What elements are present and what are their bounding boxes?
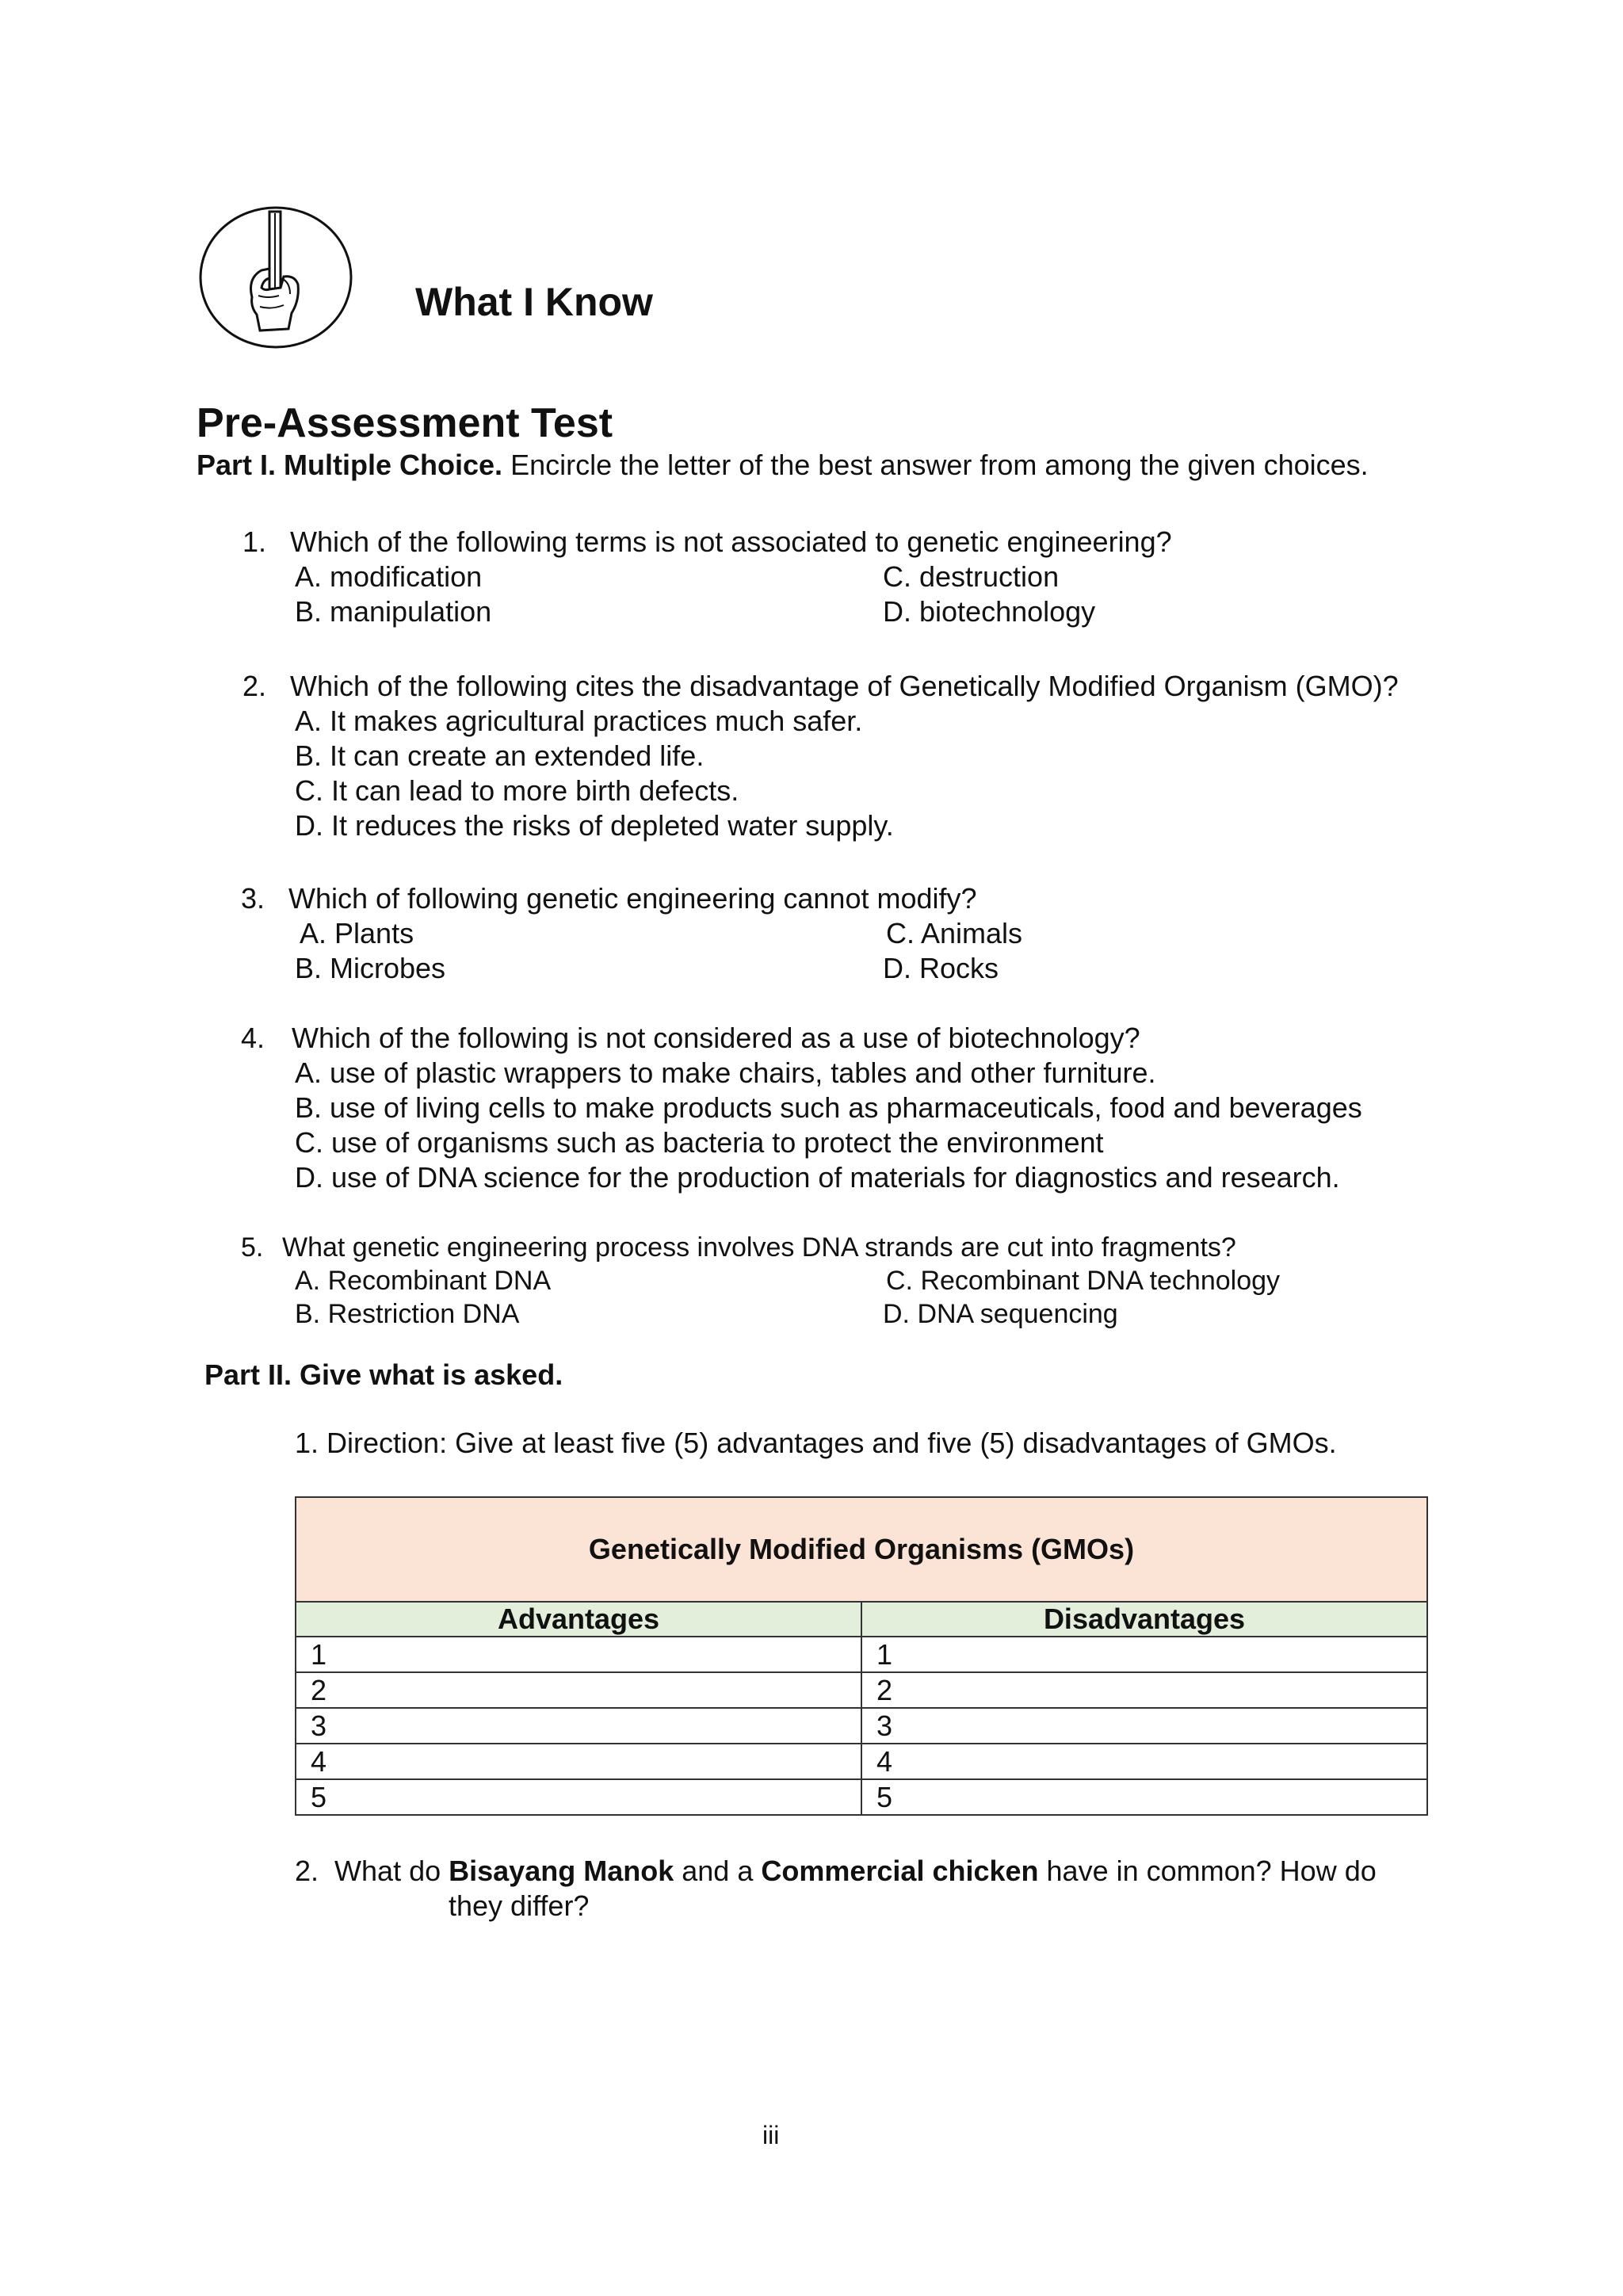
- table-row: [296, 1672, 1427, 1708]
- question-2-option-b[interactable]: B. It can create an extended life.: [295, 739, 705, 772]
- question-2-text: Which of the following cites the disadvantage of Genetically Modified Organism (GMO)?: [290, 670, 1399, 702]
- gmo-advantages-header: Advantages: [296, 1602, 861, 1637]
- advantage-cell[interactable]: 2: [296, 1672, 861, 1708]
- table-row: [296, 1744, 1427, 1779]
- question-5-option-a[interactable]: A. Recombinant DNA: [295, 1266, 552, 1296]
- part2-q2-term2: Commercial chicken: [761, 1855, 1039, 1887]
- question-3-option-b[interactable]: B. Microbes: [295, 952, 446, 984]
- section-heading: What I Know: [415, 280, 653, 324]
- part2-question-2: [295, 1853, 1377, 1889]
- question-1-text: Which of the following terms is not associated to genetic engineering?: [290, 525, 1172, 558]
- part2-q2-mid: and a: [682, 1855, 754, 1887]
- disadvantage-cell[interactable]: 1: [861, 1637, 1427, 1672]
- part1-instruction-text: Encircle the letter of the best answer from among the given choices.: [510, 449, 1369, 481]
- question-2-option-d[interactable]: D. It reduces the risks of depleted water supply.: [295, 809, 894, 842]
- question-4-number: 4.: [241, 1022, 265, 1054]
- question-5-option-b[interactable]: B. Restriction DNA: [295, 1299, 520, 1329]
- question-1-number: 1.: [242, 525, 267, 558]
- question-3-option-a[interactable]: A. Plants: [300, 917, 414, 949]
- question-5-option-c[interactable]: C. Recombinant DNA technology: [886, 1266, 1281, 1296]
- part2-label: Part II. Give what is asked.: [204, 1358, 563, 1391]
- part1-label: Part I. Multiple Choice.: [197, 449, 503, 481]
- test-title: Pre-Assessment Test: [197, 400, 613, 446]
- question-3-option-d[interactable]: D. Rocks: [883, 952, 999, 984]
- question-2-number: 2.: [242, 670, 267, 702]
- advantage-cell[interactable]: 5: [296, 1779, 861, 1815]
- question-3-text: Which of following genetic engineering cannot modify?: [288, 882, 977, 915]
- question-3-option-c[interactable]: C. Animals: [886, 917, 1023, 949]
- disadvantage-cell[interactable]: 4: [861, 1744, 1427, 1779]
- question-4-option-c[interactable]: C. use of organisms such as bacteria to protect the environment: [295, 1126, 1104, 1159]
- question-2-option-a[interactable]: A. It makes agricultural practices much safer.: [295, 705, 863, 737]
- question-1-option-d[interactable]: D. biotechnology: [883, 595, 1096, 628]
- question-1-option-c[interactable]: C. destruction: [883, 560, 1060, 593]
- part2-q2-post: have in common? How do: [1046, 1855, 1377, 1887]
- question-4-option-b[interactable]: B. use of living cells to make products such as pharmaceuticals, food and beverages: [295, 1091, 1362, 1124]
- question-5-number: 5.: [241, 1232, 264, 1263]
- question-2-option-c[interactable]: C. It can lead to more birth defects.: [295, 774, 739, 807]
- question-4-option-d[interactable]: D. use of DNA science for the production of materials for diagnostics and research.: [295, 1161, 1340, 1194]
- question-4-text: Which of the following is not considered as a use of biotechnology?: [292, 1022, 1140, 1054]
- part2-q2-pre: What do: [334, 1855, 441, 1887]
- hand-holding-pencil-icon: [197, 202, 355, 353]
- advantage-cell[interactable]: 3: [296, 1708, 861, 1744]
- question-1-option-b[interactable]: B. manipulation: [295, 595, 492, 628]
- table-row: [296, 1708, 1427, 1744]
- page-number: iii: [762, 2121, 780, 2149]
- gmo-table: [295, 1496, 1428, 1816]
- part2-direction: 1. Direction: Give at least five (5) advantages and five (5) disadvantages of GMOs.: [295, 1427, 1337, 1459]
- advantage-cell[interactable]: 1: [296, 1637, 861, 1672]
- part2-q2-number: 2.: [295, 1855, 319, 1887]
- question-5-text: What genetic engineering process involves DNA strands are cut into fragments?: [282, 1232, 1236, 1263]
- part1-instruction: [197, 449, 1369, 482]
- disadvantage-cell[interactable]: 2: [861, 1672, 1427, 1708]
- question-5-option-d[interactable]: D. DNA sequencing: [883, 1299, 1118, 1329]
- disadvantage-cell[interactable]: 5: [861, 1779, 1427, 1815]
- advantage-cell[interactable]: 4: [296, 1744, 861, 1779]
- table-row: [296, 1637, 1427, 1672]
- part2-q2-continuation: they differ?: [449, 1889, 590, 1922]
- gmo-table-title: Genetically Modified Organisms (GMOs): [296, 1497, 1427, 1602]
- question-4-option-a[interactable]: A. use of plastic wrappers to make chairs, tables and other furniture.: [295, 1056, 1156, 1089]
- question-1-option-a[interactable]: A. modification: [295, 560, 483, 593]
- gmo-disadvantages-header: Disadvantages: [861, 1602, 1427, 1637]
- question-3-number: 3.: [241, 882, 265, 915]
- disadvantage-cell[interactable]: 3: [861, 1708, 1427, 1744]
- part2-q2-term1: Bisayang Manok: [449, 1855, 674, 1887]
- table-row: [296, 1779, 1427, 1815]
